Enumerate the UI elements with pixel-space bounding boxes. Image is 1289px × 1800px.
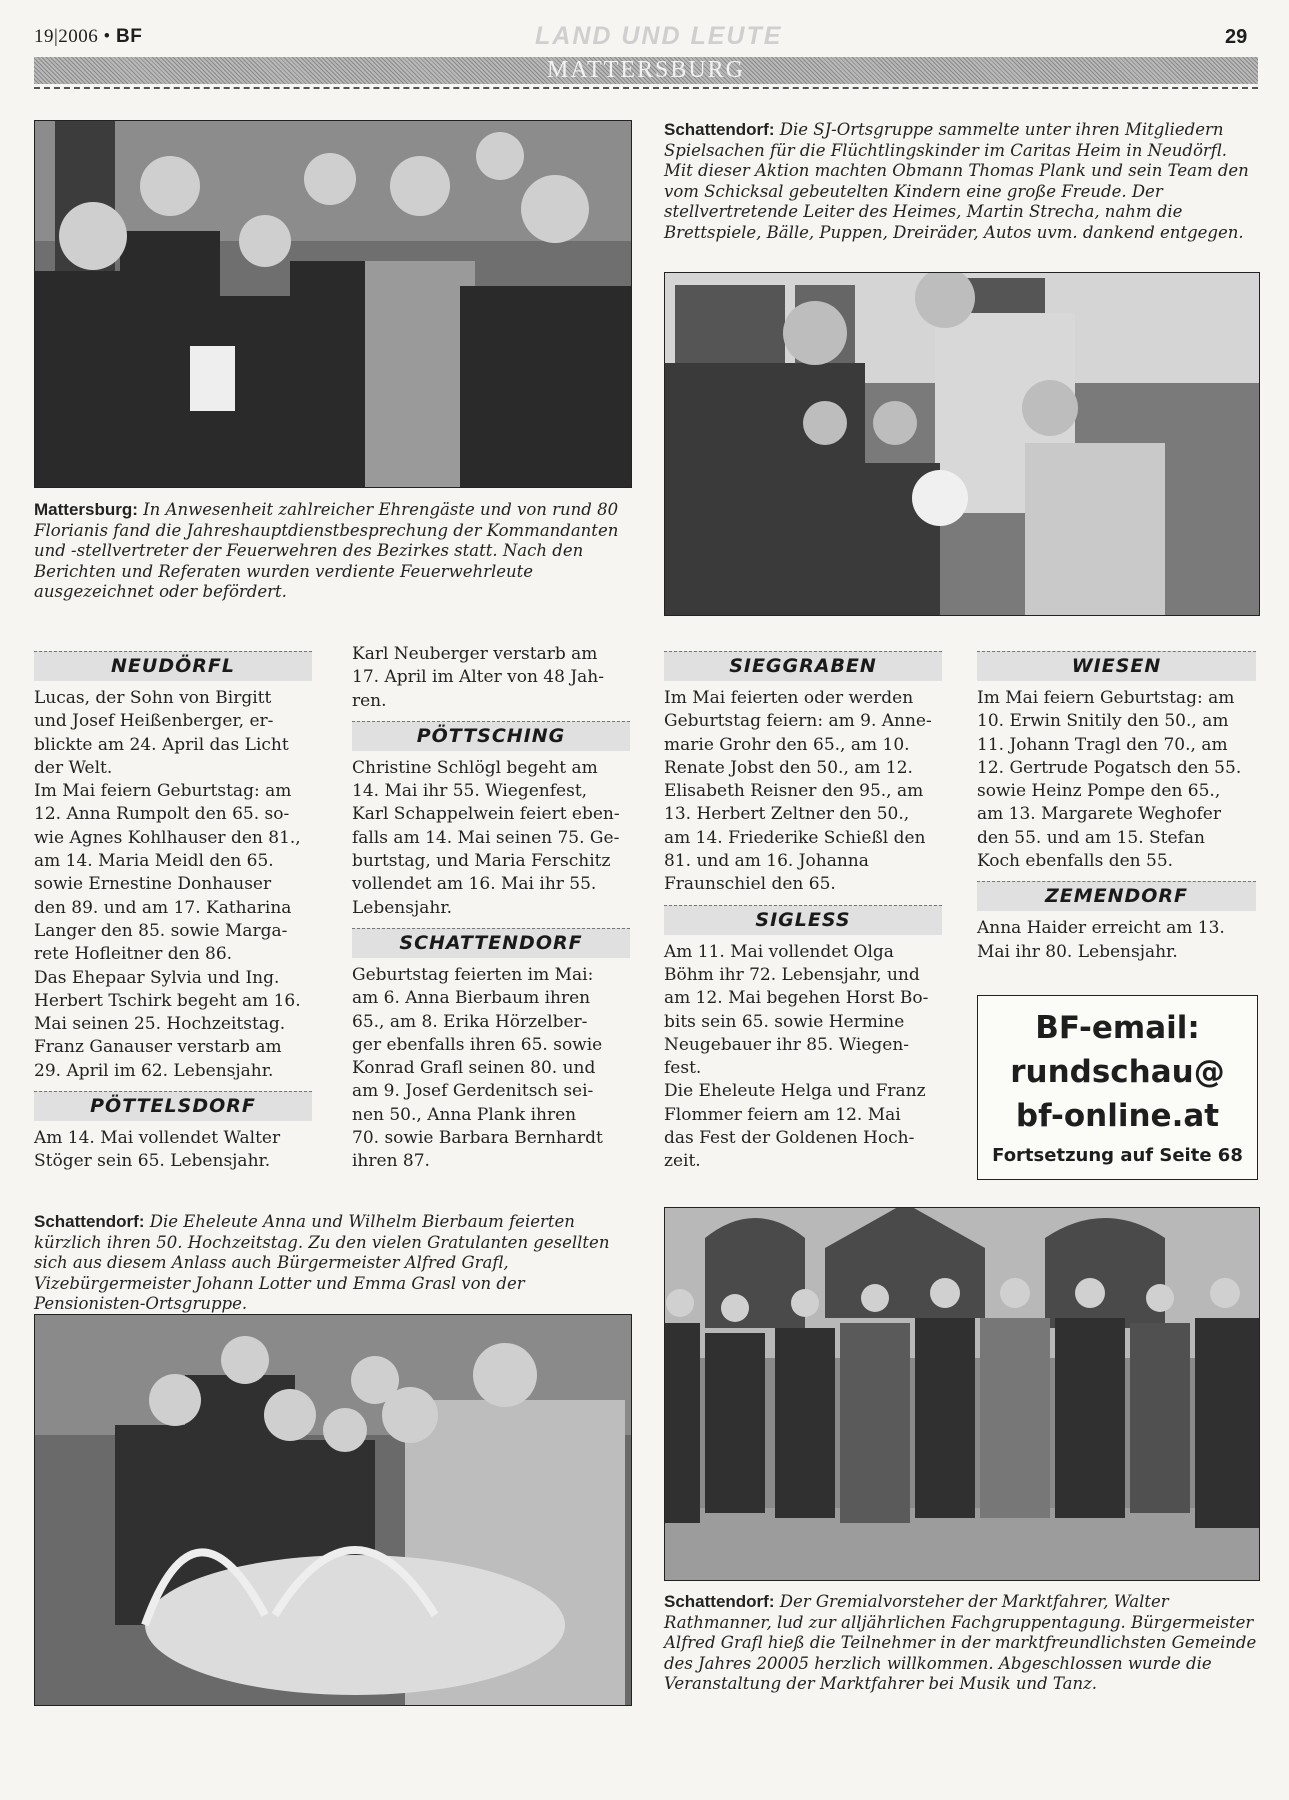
heading-wiesen: WIESEN bbox=[977, 651, 1256, 681]
caption-firefighters bbox=[34, 500, 630, 603]
caption-place: Schattendorf: bbox=[664, 1592, 775, 1611]
column-1 bbox=[34, 649, 312, 1174]
text-sieggraben: Im Mai feierten oder werden Geburtstag feiern: am 9. Anne- marie Grohr den 65., am 10. Renate Jobst den 50., am 12. Elisabeth Reisner den 95., am 13. Herbert Zeltner den 50., am 14. Friederike Schießl den 81. und am 16. Johanna Fraunschiel den 65. bbox=[664, 688, 932, 895]
text-poetsching: Christine Schlögl begeht am 14. Mai ihr 55. Wiegenfest, Karl Schappelwein feiert eben- falls am 14. Mai seinen 75. Ge- burtstag, und Maria Ferschitz vollendet am 16. Mai ihr 55. Lebensjahr. bbox=[352, 757, 620, 918]
publication-name: BF bbox=[115, 26, 143, 47]
column-3 bbox=[664, 649, 942, 1174]
email-address-part1[interactable]: rundschau@ bbox=[1010, 1054, 1225, 1090]
email-address-part2[interactable]: bf-online.at bbox=[1015, 1098, 1220, 1134]
caption-golden-wedding bbox=[34, 1212, 630, 1315]
text-neuberger: Karl Neuberger verstarb am 17. April im Alter von 48 Jah- ren. bbox=[352, 644, 604, 711]
caption-sj-toys bbox=[664, 120, 1258, 243]
heading-neudoerfl: NEUDÖRFL bbox=[34, 651, 312, 681]
heading-schattendorf: SCHATTENDORF bbox=[352, 928, 630, 958]
heading-sieggraben: SIEGGRABEN bbox=[664, 651, 942, 681]
caption-place: Schattendorf: bbox=[34, 1212, 145, 1231]
text-zemendorf: Anna Haider erreicht am 13. Mai ihr 80. Lebensjahr. bbox=[977, 918, 1225, 962]
issue-label bbox=[34, 26, 142, 48]
heading-zemendorf: ZEMENDORF bbox=[977, 881, 1256, 911]
issue-number: 19|2006 • bbox=[34, 26, 111, 47]
caption-text: Die Eheleute Anna und Wilhelm Bierbaum feierten kürzlich ihren 50. Hochzeitstag. Zu den vielen Gratulanten gesellten sich aus diesem Anlass auch Bürgermeister Alfred Grafl, Vizebürgermeister Johann Lotter und Emma Grasl von der Pensionisten-Ortsgruppe. bbox=[34, 1212, 610, 1313]
text-schattendorf: Geburtstag feierten im Mai: am 6. Anna Bierbaum ihren 65., am 8. Erika Hörzelber- ger ebenfalls ihren 65. sowie Konrad Grafl seinen 80. und am 9. Josef Gerdenitsch sei- nen 50., Anna Plank ihren 70. sowie Barbara Bernhardt ihren 87. bbox=[352, 964, 603, 1172]
text-poettelsdorf: Am 14. Mai vollendet Walter Stöger sein 65. Lebensjahr. bbox=[34, 1128, 281, 1172]
caption-text: Die SJ-Ortsgruppe sammelte unter ihren Mitgliedern Spielsachen für die Flüchtlingskinder im Caritas Heim in Neudörfl. Mit dieser Aktion machten Obmann Thomas Plank und sein Team den vom Schicksal gebeutelten Kindern eine große Freude. Der stellvertretende Leiter des Heimes, Martin Strecha, nahm die Brettspiele, Bälle, Puppen, Dreiräder, Autos uvm. dankend entgegen. bbox=[664, 120, 1249, 242]
caption-place: Schattendorf: bbox=[664, 120, 775, 139]
heading-poettelsdorf: PÖTTELSDORF bbox=[34, 1091, 312, 1121]
email-label: BF-email: bbox=[1035, 1010, 1200, 1046]
column-4 bbox=[977, 649, 1256, 964]
photo-firefighters bbox=[34, 120, 632, 488]
photo-bierbaum-couple bbox=[34, 1314, 632, 1706]
caption-place: Mattersburg: bbox=[34, 500, 138, 519]
text-neudoerfl: Lucas, der Sohn von Birgitt und Josef Heißenberger, er- blickte am 24. April das Licht der Welt. Im Mai feiern Geburtstag: am 12. Anna Rumpolt den 65. so- wie Agnes Kohlhauser den 81., am 14. Maria Meidl den 65. sowie Ernestine Donhauser den 89. und am 17. Katharina Langer den 85. sowie Marga- rete Hofleitner den 86. Das Ehepaar Sylvia und Ing. Herbert Tschirk begeht am 16. Mai seinen 25. Hochzeitstag. Franz Ganauser verstarb am 29. April im 62. Lebensjahr. bbox=[34, 688, 301, 1081]
header-divider bbox=[34, 87, 1258, 89]
photo-market-traders bbox=[664, 1207, 1260, 1581]
column-2 bbox=[352, 643, 630, 1174]
heading-sigless: SIGLESS bbox=[664, 905, 942, 935]
region-title: MATTERSBURG bbox=[546, 57, 746, 83]
continuation-note: Fortsetzung auf Seite 68 bbox=[992, 1145, 1243, 1166]
caption-text: In Anwesenheit zahlreicher Ehrengäste und von rund 80 Florianis fand die Jahreshauptdienstbesprechung der Kommandanten und -stellvertreter der Feuerwehren des Bezirkes statt. Nach den Berichten und Referaten wurden verdiente Feuerwehrleute ausgezeichnet oder befördert. bbox=[34, 500, 619, 601]
email-box bbox=[977, 995, 1258, 1180]
page-number: 29 bbox=[1225, 26, 1248, 48]
caption-market-traders bbox=[664, 1592, 1258, 1695]
section-title: LAND UND LEUTE bbox=[535, 22, 783, 50]
caption-text: Der Gremialvorsteher der Marktfahrer, Walter Rathmanner, lud zur alljährlichen Fachgruppentagung. Bürgermeister Alfred Grafl hieß die Teilnehmer in der marktfreundlichsten Gemeinde des Jahres 20005 herzlich willkommen. Abgeschlossen wurde die Veranstaltung der Marktfahrer bei Musik und Tanz. bbox=[664, 1592, 1257, 1693]
photo-toy-donation bbox=[664, 272, 1260, 616]
heading-poetsching: PÖTTSCHING bbox=[352, 721, 630, 751]
text-sigless: Am 11. Mai vollendet Olga Böhm ihr 72. Lebensjahr, und am 12. Mai begehen Horst Bo- bits sein 65. sowie Hermine Neugebauer ihr 85. Wiegen- fest. Die Eheleute Helga und Franz Flommer feiern am 12. Mai das Fest der Goldenen Hoch- zeit. bbox=[664, 941, 929, 1172]
text-wiesen: Im Mai feiern Geburtstag: am 10. Erwin Snitily den 50., am 11. Johann Tragl den 70., am 12. Gertrude Pogatsch den 55. sowie Heinz Pompe den 65., am 13. Margarete Weghofer den 55. und am 15. Stefan Koch ebenfalls den 55. bbox=[977, 688, 1242, 872]
